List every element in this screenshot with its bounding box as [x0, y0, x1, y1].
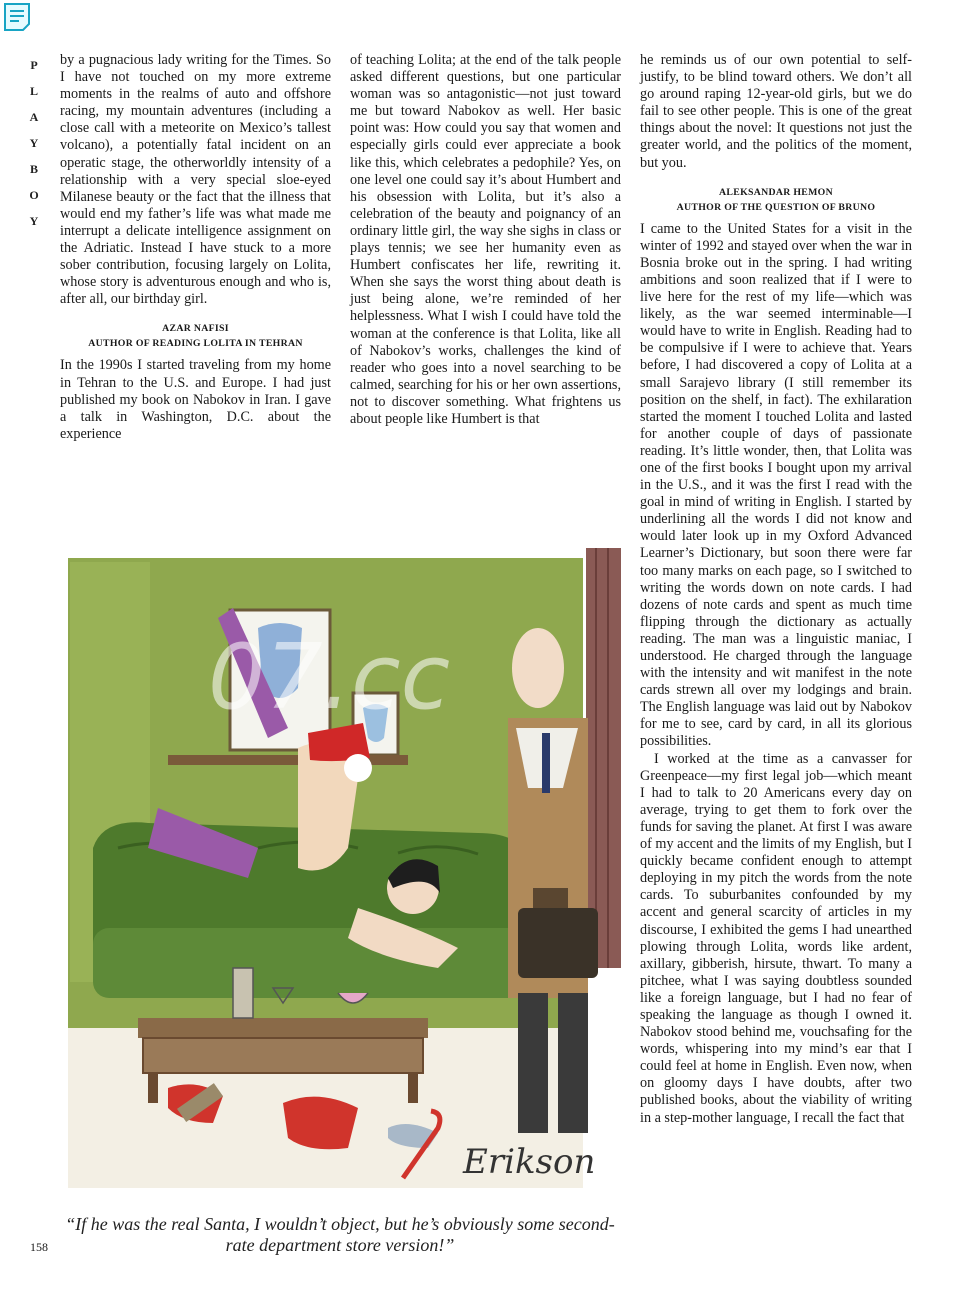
page-number: 158 — [30, 1240, 48, 1254]
running-head-letter: P — [30, 58, 38, 72]
column-2 — [350, 52, 621, 428]
body-text: by a pugnacious lady writing for the Times. So I have not touched on my more extreme moments in the realms of auto and offshore racing, my mountain adventures (including a close call with a meteorite on Mexico’s tallest volcano), a potentially fatal incident on an operatic stage, the otherworldly intensity of a relationship with a very special sloe-eyed Milanese beauty or the fact that the illness that would end my father’s life was what made me interrupt a delicate intelligence assignment on the Adriatic. Instead I have stuck to a more sober contribution, focusing largely on Lolita, whose story is adventurous enough and who is, after all, our birthday girl. — [60, 52, 331, 308]
running-head — [27, 52, 41, 234]
column-1 — [60, 52, 331, 443]
byline-title: AUTHOR OF THE QUESTION OF BRUNO — [676, 201, 876, 213]
byline-nafisi — [60, 321, 331, 351]
byline-name: ALEKSANDAR HEMON — [719, 186, 833, 198]
cartoon-illustration — [58, 548, 621, 1202]
running-head-letter: O — [29, 188, 39, 202]
body-text: I worked at the time as a canvasser for Greenpeace—my first legal job—which meant I had to talk to 20 Americans every day on average, trying to get them to fork over the funds for saving the planet. At first I was aware of my accent and the limits of my English, but I quickly became confident enough to attempt deploying in my pitch the words from the note cards. To suburbanites confounded by my accent and general scarcity of articles in my discourse, I exhibited the gems I had unearthed plowing through Lolita, words like ardent, axillary, gibberish, hirsute, thwart. To many a pitchee, what I was saying doubtless sounded like a foreign language, but I had no fear of speaking the language as though I owned it. Nabokov stood behind me, vouchsafing for the words, whispering into my mind’s ear that I could feel at home in English. Even now, when on gloomy days I have doubts, after two published books, about the viability of writing in a step-mother language, I recall the fact that — [640, 750, 912, 1126]
running-head-letter: A — [29, 110, 39, 124]
byline-name: AZAR NAFISI — [162, 323, 229, 335]
body-text: I came to the United States for a visit in the winter of 1992 and stayed over when the war in Bosnia broke out in the spring. I had writing ambitions and soon realized that if I were to live here for the rest of my life—which was likely, as the war seemed interminable—I would have to write in English. Reading had to be compulsive if I were to achieve that. Years before, I had discovered a copy of Lolita at a small Sarajevo library (I still remember its position on the shelf, in fact). The exhilaration started the moment I touched Lolita and lasted for another couple of days of passionate reading. It’s little wonder, then, that Lolita was one of the first books I bought upon my arrival in the U.S., and it was the first I read with the goal in mind of writing in English. I started by underlining all the words I did not know and would later look up in my Oxford Advanced Learner’s Dictionary, but soon there were far too many marks on each page, so I switched to writing the words down on note cards. I had dozens of note cards and spent as much time flipping through the dictionary as actually reading. The man was a linguistic maniac, I understood. He charged through the language with the intensity and wit manifest in the note cards strewn all over my lodgings and brain. The English language was laid out by Nabokov for me to see, card by card, in all its glorious possibilities. — [640, 220, 912, 750]
byline-hemon — [640, 185, 912, 215]
artist-signature: Erikson — [463, 1142, 596, 1182]
column-3 — [640, 52, 912, 1127]
running-head-letter: Y — [29, 136, 39, 150]
document-menu-icon[interactable] — [2, 2, 32, 32]
watermark: 07.cc — [208, 625, 451, 730]
running-head-letter: Y — [29, 214, 39, 228]
byline-title: AUTHOR OF READING LOLITA IN TEHRAN — [88, 338, 303, 350]
body-text: he reminds us of our own potential to self-justify, to be blind toward others. We don’t all go around raping 12-year-old girls, but we do fail to see other people. This is one of the great things about the novel: It questions not just the greater world, and the politics of the moment, but you. — [640, 52, 912, 171]
body-text: of teaching Lolita; at the end of the talk people asked different questions, but one particular woman was so antagonistic—not just toward me but toward Nabokov as well. Her basic point was: How could you say that women and especially girls could ever appreciate a book like this, which celebrates a pedophile? Yes, on one level one could say it’s about Humbert and his obsession with Lolita, but it’s also a celebration of the beauty and poignancy of an ordinary little girl, the way she sighs in class or plays tennis; we see her humanity even as Humbert confiscates her life, rewriting it. When she says the worst thing about death is just being alone, we’re reminded of her helplessness. What I wish I could have told the woman at the conference is that Lolita, like all of Nabokov’s works, challenges the kind of reader who goes into a novel searching to be calmed, searching for his or her own assertions, not to discover something. What frightens us about people like Humbert is that — [350, 52, 621, 427]
cartoon-caption: “If he was the real Santa, I wouldn’t object, but he’s obviously some second-rate department store version!” — [65, 1214, 615, 1255]
running-head-letter: L — [29, 84, 38, 98]
body-text: In the 1990s I started traveling from my home in Tehran to the U.S. and Europe. I had just published my book on Nabokov in Iran. I gave a talk in Washington, D.C. about the experience — [60, 357, 331, 442]
running-head-letter: B — [29, 162, 38, 176]
